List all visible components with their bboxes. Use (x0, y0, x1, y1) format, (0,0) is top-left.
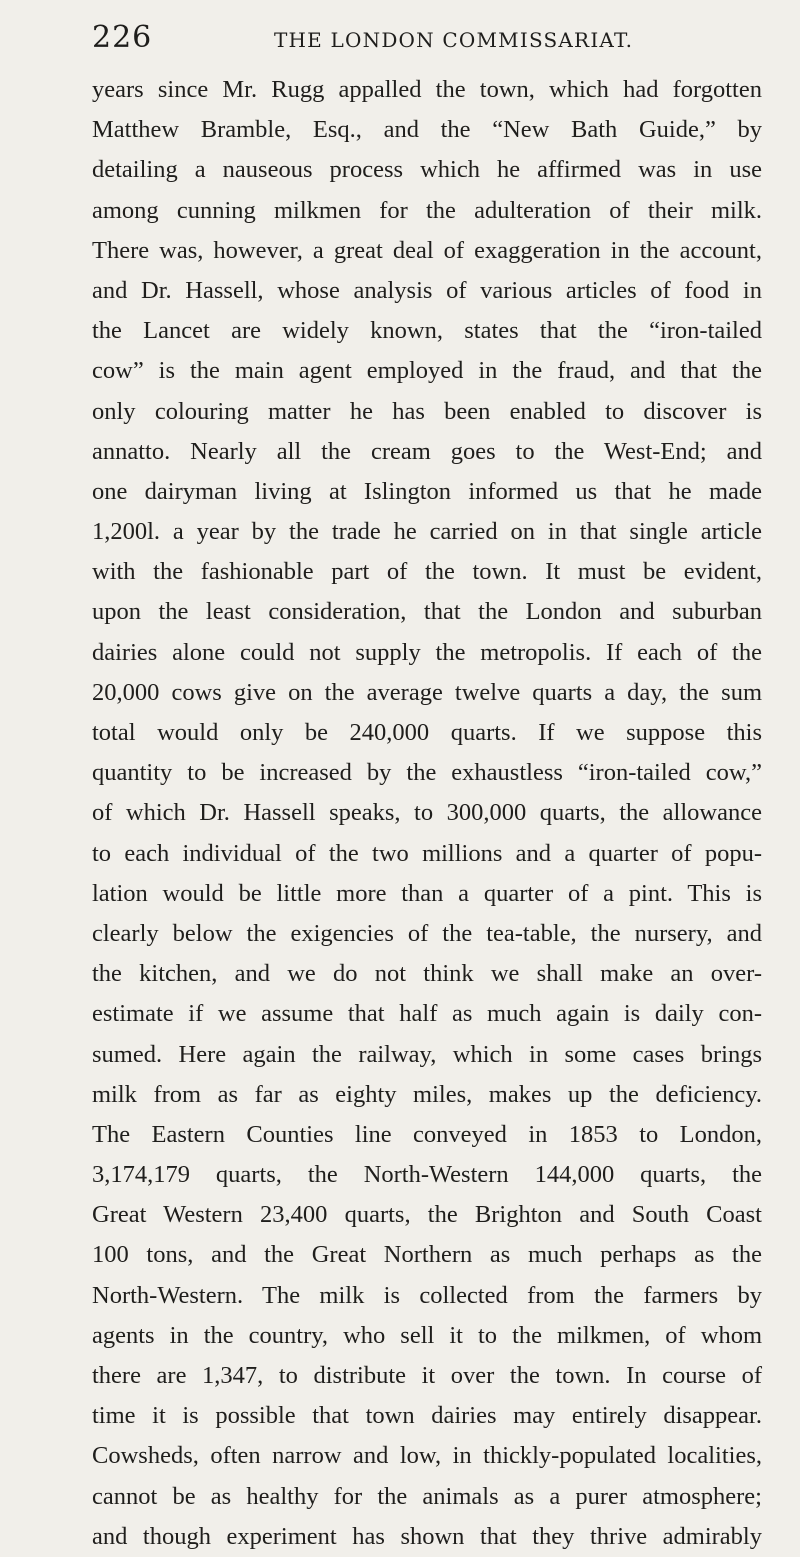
text-line: time it is possible that town dairies may entirely disappear. (92, 1402, 762, 1430)
text-line: 20,000 cows give on the average twelve quarts a day, the sum (92, 678, 762, 706)
text-line: The Eastern Counties line conveyed in 1853 to London, (92, 1120, 762, 1148)
text-line: cow” is the main agent employed in the fraud, and that the (92, 357, 762, 385)
text-line: years since Mr. Rugg appalled the town, which had forgotten (92, 76, 762, 103)
text-line: estimate if we assume that half as much again is daily con- (92, 1000, 762, 1028)
running-title: THE LONDON COMMISSARIAT. (274, 28, 634, 52)
text-line: one dairyman living at Islington informed us that he made (92, 477, 762, 505)
text-line: lation would be little more than a quarter of a pint. This is (92, 879, 762, 907)
running-head (92, 20, 762, 64)
text-line: upon the least consideration, that the London and suburban (92, 598, 762, 626)
text-line: sumed. Here again the railway, which in some cases brings (92, 1040, 762, 1068)
text-line: to each individual of the two millions and a quarter of popu- (92, 839, 762, 867)
text-line: detailing a nauseous process which he affirmed was in use (92, 156, 762, 184)
text-line: cannot be as healthy for the animals as a purer atmosphere; (92, 1482, 762, 1510)
text-line: there are 1,347, to distribute it over the town. In course of (92, 1362, 762, 1389)
text-line: 3,174,179 quarts, the North-Western 144,000 quarts, the (92, 1161, 762, 1189)
text-line: the kitchen, and we do not think we shall make an over- (92, 960, 762, 988)
text-line: Great Western 23,400 quarts, the Brighton and South Coast (92, 1201, 762, 1229)
text-line: the Lancet are widely known, states that the “iron-tailed (92, 317, 762, 345)
text-line: 1,200l. a year by the trade he carried on in that single article (92, 518, 762, 546)
text-line: milk from as far as eighty miles, makes up the deficiency. (92, 1080, 762, 1108)
text-line: and though experiment has shown that they thrive admirably (92, 1522, 762, 1550)
text-line: annatto. Nearly all the cream goes to the West-End; and (92, 437, 762, 465)
text-line: Matthew Bramble, Esq., and the “New Bath Guide,” by (92, 116, 762, 144)
text-line: with the fashionable part of the town. It must be evident, (92, 558, 762, 586)
text-line: clearly below the exigencies of the tea-table, the nursery, and (92, 919, 762, 947)
text-line: North-Western. The milk is collected from the farmers by (92, 1281, 762, 1309)
text-line: There was, however, a great deal of exaggeration in the account, (92, 236, 762, 264)
text-line: of which Dr. Hassell speaks, to 300,000 quarts, the allowance (92, 799, 762, 827)
text-line: agents in the country, who sell it to the milkmen, of whom (92, 1321, 762, 1349)
text-line: Cowsheds, often narrow and low, in thickly-populated localities, (92, 1442, 762, 1470)
page-number: 226 (92, 20, 153, 55)
text-line: and Dr. Hassell, whose analysis of various articles of food in (92, 276, 762, 304)
text-line: total would only be 240,000 quarts. If we suppose this (92, 719, 762, 746)
text-line: 100 tons, and the Great Northern as much perhaps as the (92, 1241, 762, 1269)
body-text (92, 70, 762, 1557)
text-line: among cunning milkmen for the adulteration of their milk. (92, 196, 762, 224)
text-line: only colouring matter he has been enabled to discover is (92, 397, 762, 425)
text-line: quantity to be increased by the exhaustless “iron-tailed cow,” (92, 759, 762, 787)
text-line: dairies alone could not supply the metropolis. If each of the (92, 638, 762, 666)
